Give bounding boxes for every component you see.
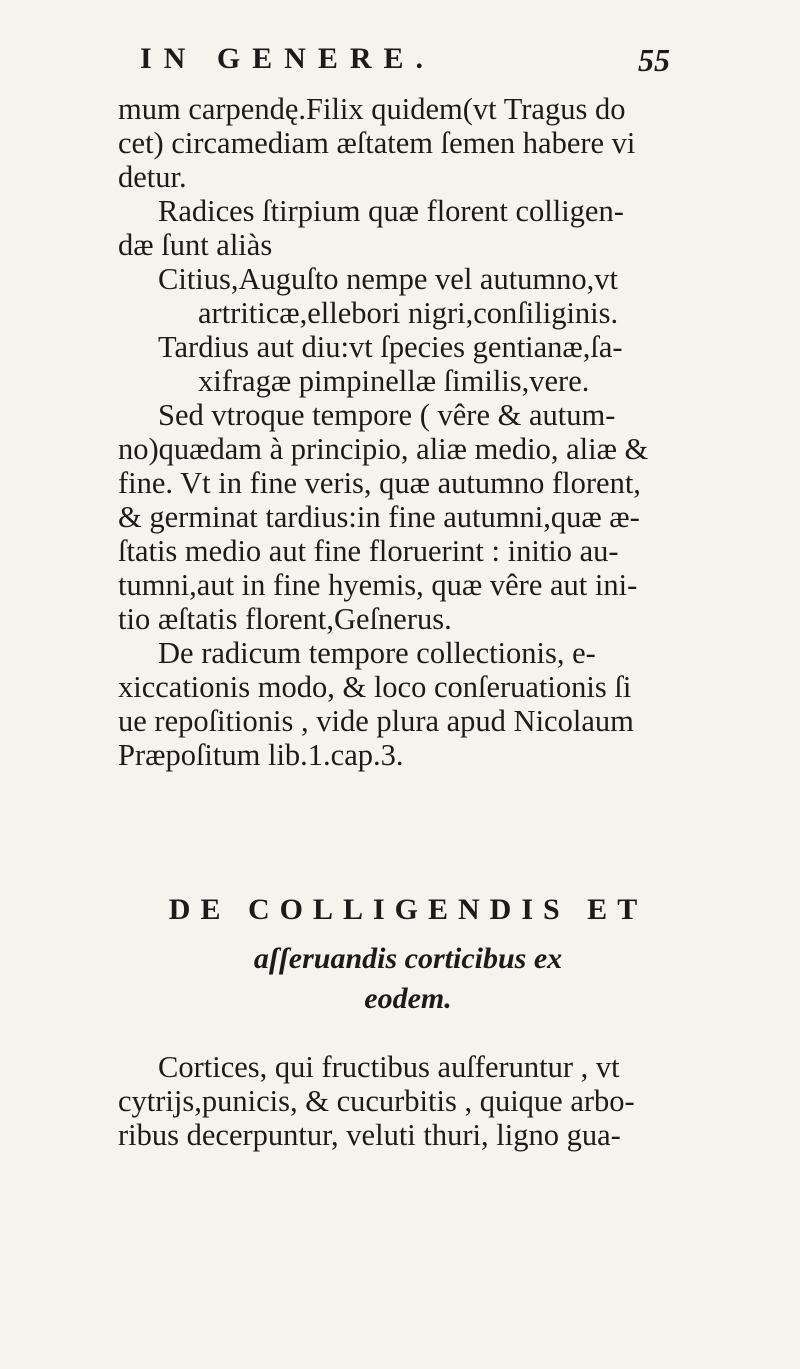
text-line: Præpoſitum lib.1.cap.3. <box>118 738 404 772</box>
section-heading <box>118 893 698 1019</box>
text-line: Citius,Auguſto nempe vel autumno,vt <box>158 262 619 296</box>
text-line: artriticæ,ellebori nigri,conſiliginis. <box>198 296 619 330</box>
text-line: ribus decerpuntur, veluti thuri, ligno gua- <box>118 1118 621 1152</box>
text-line: fine. Vt in fine veris, quæ autumno florent, <box>118 466 641 500</box>
text-line: Tardius aut diu:vt ſpecies gentianæ,ſa- <box>158 330 623 364</box>
heading-caps-line: DE COLLIGENDIS ET <box>168 893 648 926</box>
text-line: Cortices, qui fructibus auſferuntur , vt <box>158 1050 620 1084</box>
text-line: ſtatis medio aut fine floruerint : initio au- <box>118 534 619 568</box>
text-line: Radices ſtirpium quæ florent colligen- <box>158 194 624 228</box>
text-line: detur. <box>118 160 187 194</box>
body-text <box>118 92 698 772</box>
text-line: Sed vtroque tempore ( vêre & autum- <box>158 398 616 432</box>
text-line: De radicum tempore collectionis, e- <box>158 636 596 670</box>
text-line: mum carpendę.Filix quidem(vt Tragus do <box>118 92 626 126</box>
text-line: cet) circamediam æſtatem ſemen habere vi <box>118 126 636 160</box>
running-head: IN GENERE. <box>140 42 436 75</box>
text-line: tio æſtatis florent,Geſnerus. <box>118 602 452 636</box>
section-text <box>118 1050 698 1152</box>
text-line: cytrijs,punicis, & cucurbitis , quique arbo- <box>118 1084 635 1118</box>
text-line: & germinat tardius:in fine autumni,quæ æ- <box>118 500 640 534</box>
page-number: 55 <box>638 42 670 78</box>
heading-italic-line: eodem. <box>364 982 452 1015</box>
text-line: dæ ſunt aliàs <box>118 228 273 262</box>
text-line: no)quædam à principio, aliæ medio, aliæ & <box>118 432 649 466</box>
text-line: xifragæ pimpinellæ ſimilis,vere. <box>198 364 590 398</box>
text-line: xiccationis modo, & loco conſeruationis ſi <box>118 670 632 704</box>
page-header <box>140 42 670 82</box>
text-line: ue repoſitionis , vide plura apud Nicolaum <box>118 704 634 738</box>
heading-italic-line: aſſeruandis corticibus ex <box>253 942 563 975</box>
text-line: tumni,aut in fine hyemis, quæ vêre aut ini- <box>118 568 638 602</box>
